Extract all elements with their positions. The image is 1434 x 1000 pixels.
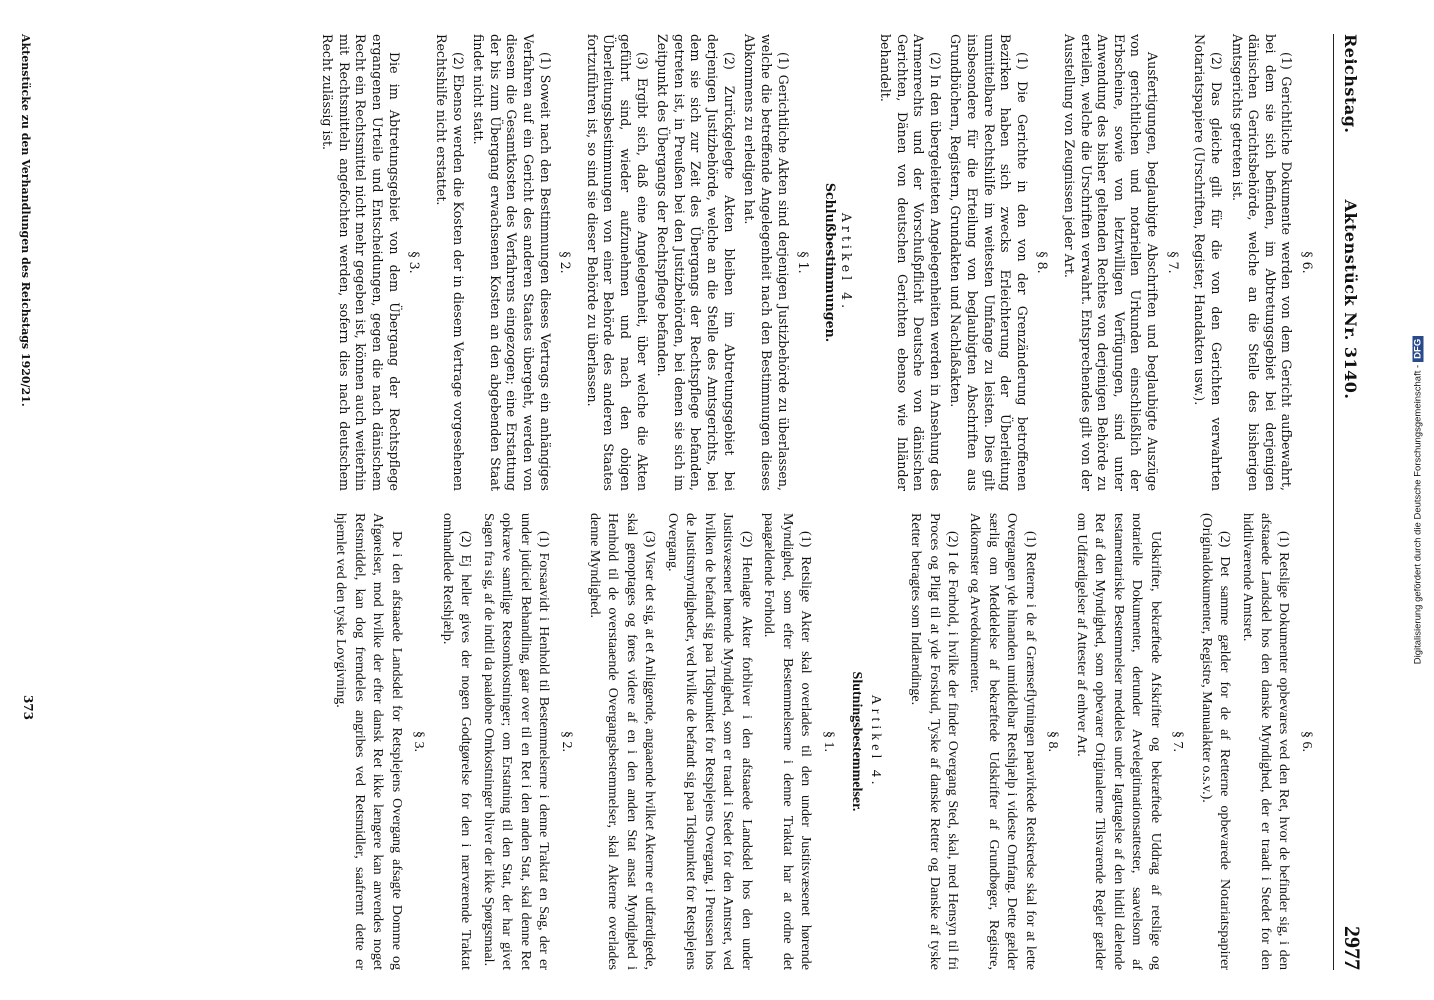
paragraph: (1) Retslige Dokumenter opbevares ved den Ret, hvor de befinder sig, i den afstaaede Landsdel hos den danske Myndighed, der er traadt i Stedet for den hidtilværende Amtsret. [1239,513,1292,970]
section-title: § 8. [1035,251,1051,274]
section-title: § 3. [411,731,427,752]
section-title: § 7. [1165,251,1181,274]
paragraph: (2) Ebenso werden die Kosten der in diesem Vertrage vorgesehenen Rechtshilfe nicht erstattet. [433,34,466,491]
rotated-page [5,0,1385,1000]
header-aktenstueck: Aktenstück Nr. 3140. [1341,199,1360,400]
section-title: § 2. [558,731,574,752]
paragraph: (2) Det samme gælder for de af Retterne opbevarede Notariatspapirer (Originaldokumenter, Registre, Manualakter o.s.v.). [1198,513,1233,970]
paragraph: De i den afstaaede Landsdel for Retsplejens Overgang afsagte Domme og Afgørelser, mod hvilke der efter dansk Ret ikke længere kan anvendes noget Retsmiddel, kan dog fremdeles angribes ved Retsmidler, saafremt dette er hjemlet ved den tyske Lovgivning. [333,513,404,970]
paragraph: (1) Gerichtliche Akten sind derjenigen Justizbehörde zu überlassen, welche die betreffende Angelegenheit nach den Bestimmungen dieses Abkommens zu erledigen hat. [742,34,791,491]
section-title: § 3. [407,251,423,274]
two-column-body [315,34,1325,970]
paragraph: (1) Forsaavidt i Henhold til Bestemmelserne i denne Traktat en Sag, der er under judiciel Behandling, gaar over til en Ret i den anden Stat, skal denne Ret opkræve samtlige Retsomkostninger; om Erstatning til den Stat, der har givet Sagen fra sig, af de indtil da paaløbne Omkostninger bliver der ikke Spørgsmaal. [480,513,552,970]
paragraph: Die im Abtretungsgebiet von dem Übergang der Rechtspflege ergangenen Urteile und Entscheidungen, gegen die nach dänischem Recht ein Rechtsmittel nicht mehr gegeben ist, können auch weiterhin mit Rechtsmitteln angefochten werden, sofern dies nach deutschem Recht zulässig ist. [320,34,402,491]
digitization-note [1413,10,1424,990]
article-title: Schlußbestimmungen. [822,182,838,343]
section-title: § 1. [796,251,812,274]
sheet-number: 373 [20,694,35,720]
danish-column [315,513,1325,970]
section-title: § 6. [1299,251,1315,274]
paragraph: (2) I de Forhold, i hvilke der finder Overgang Sted, skal, med Hensyn til fri Proces og Pligt til at yde Forskud, Tyske af danske Retter og Danske af tyske Retter betragtes som Indlændinge. [908,513,960,970]
paragraph: Ausfertigungen, beglaubigte Abschriften und beglaubigte Auszüge von gerichtlichen und notariellen Urkunden einschließlich der Erbscheine, sowie von letztwilligen Verfügungen, sind unter Anwendung des bisher geltenden Rechtes von derjenigen Behörde zu erteilen, welche die Urschriften verwahrt. Entsprechendes gilt von der Ausstellung von Zeugnissen jeder Art. [1062,34,1161,491]
dfg-logo: DFG [1413,336,1424,362]
paragraph: (1) Gerichtliche Dokumente werden von dem Gericht aufbewahrt, bei dem sie sich befinden, im Abtretungsgebiet bei derjenigen dänischen Gerichtsbehörde, welche an die Stelle des bisherigen Amtsgerichts getreten ist. [1229,34,1295,491]
footer-source: Aktenstücke zu den Verhandlungen des Reichstags 1920/21. [18,34,32,407]
german-column [315,34,1325,491]
section-title: § 1. [820,731,836,752]
section-title: § 6. [1298,731,1314,752]
paragraph: (1) Retslige Akter skal overlades til den under Justitsvæsenet hørende Myndighed, som efter Bestemmelserne i denne Traktat har at ordne det paagældende Forhold. [761,513,814,970]
article-title: Slutningsbestemmelser. [849,671,865,812]
digitization-text: Digitalisierung gefördert durch die Deutsche Forschungsgemeinschaft - [1412,364,1424,665]
section-title: § 2. [558,251,574,274]
paragraph: (1) Retterne i de af Grænseflytningen paavirkede Retskredse skal for at lette Overgangen yde hinanden umiddelbar Retshjælp i videste Omfang. Dette gælder særlig om Meddelelse af bekræftede Udskrifter af Grundbøger, Registre, Adkomster og Arvedokumenter. [967,513,1038,970]
header-reichstag: Reichstag. [1341,34,1360,134]
paragraph: Udskrifter, bekræftede Afskrifter og bekræftede Uddrag af retslige og notarielle Dokumenter, derunder Arvelegitimationsattester, saavelsom af testamentariske Bestemmelser meddeles under Iagttagelse af den hidtil dælende Ret af den Myndighed, som opbevarer Originalerne Tilsvarende Regler gælder om Udfærdigelser af Attester af enhver Art. [1073,513,1163,970]
header-title [1340,34,1361,460]
section-title: § 7. [1170,731,1186,752]
paragraph: (1) Die Gerichte in den von der Grenzänderung betroffenen Bezirken haben sich zwecks Erleichterung der Überleitung unmittelbare Rechtshilfe im weitesten Umfange zu leisten. Dies gilt insbesondere für die Erteilung von beglaubigten Abschriften aus Grundbüchern, Registern, Grundakten und Nachlaßakten. [948,34,1030,491]
paragraph: (2) Das gleiche gilt für die von den Gerichten verwahrten Notariatspapiere (Urschriften, Register, Handakten usw.). [1192,34,1224,491]
section-title: § 8. [1045,731,1061,752]
paragraph: (2) Henlagte Akter forbliver i den afstaaede Landsdel hos den under Justitsvæsenet hørende Myndighed, som er traadt i Stedet for den Amtsret, ved hvilken de befandt sig paa Tidspunktet for Retsplejens Overgang, i Preussen hos de Justitsmyndigheder, ved hvilke de befandt sig paa Tidspunktet for Retsplejens Overgang. [664,513,754,970]
paragraph: (2) In den übergeleiteten Angelegenheiten werden in Ansehung des Armenrechts und der Vorschußpflicht Deutsche von dänischen Gerichten, Dänen von deutschen Gerichten ebenso wie Inländer behandelt. [877,34,943,491]
article-label: Artikel 4. [839,212,855,313]
page-header [1333,34,1367,970]
paragraph: (3) Viser det sig, at et Anliggende, angaaende hvilket Akterne er udfærdigede, skal genoptages og føres videre af en i den anden Stat ansat Myndighed i Henhold til de overstaaende Overgangsbestemmelser, skal Akterne overlades denne Myndighed. [587,513,658,970]
paragraph: (3) Ergibt sich, daß eine Angelegenheit, über welche die Akten geführt sind, wieder aufzunehmen und nach den obigen Überleitungsbestimmungen von einer Behörde des anderen Staates fortzuführen ist, so sind sie dieser Behörde zu überlassen. [584,34,650,491]
page-number: 2977 [1340,926,1365,970]
article-label: Artikel 4. [867,694,883,789]
paragraph: (2) Ej heller gives der nogen Godtgørelse for den i nærværende Traktat omhandlede Retshjælp. [439,513,474,970]
paragraph: (1) Soweit nach den Bestimmungen dieses Vertrags ein anhängiges Verfahren auf ein Gericht des anderen Staates übergeht, werden von diesem die Gesamtkosten des Verfahrens eingezogen; eine Erstattung der bis zum Übergang erwachsenen Kosten an den abgebenden Staat findet nicht statt. [471,34,553,491]
paragraph: (2) Zurückgelegte Akten bleiben im Abtretungsgebiet bei derjenigen Justizbehörde, welche an die Stelle des Amtsgerichts, bei dem sie sich zur Zeit des Übergangs der Rechtspflege befanden, getreten ist, in Preußen bei den Justizbehörden, bei denen sie sich im Zeitpunkt des Übergangs der Rechtspflege befanden. [655,34,737,491]
